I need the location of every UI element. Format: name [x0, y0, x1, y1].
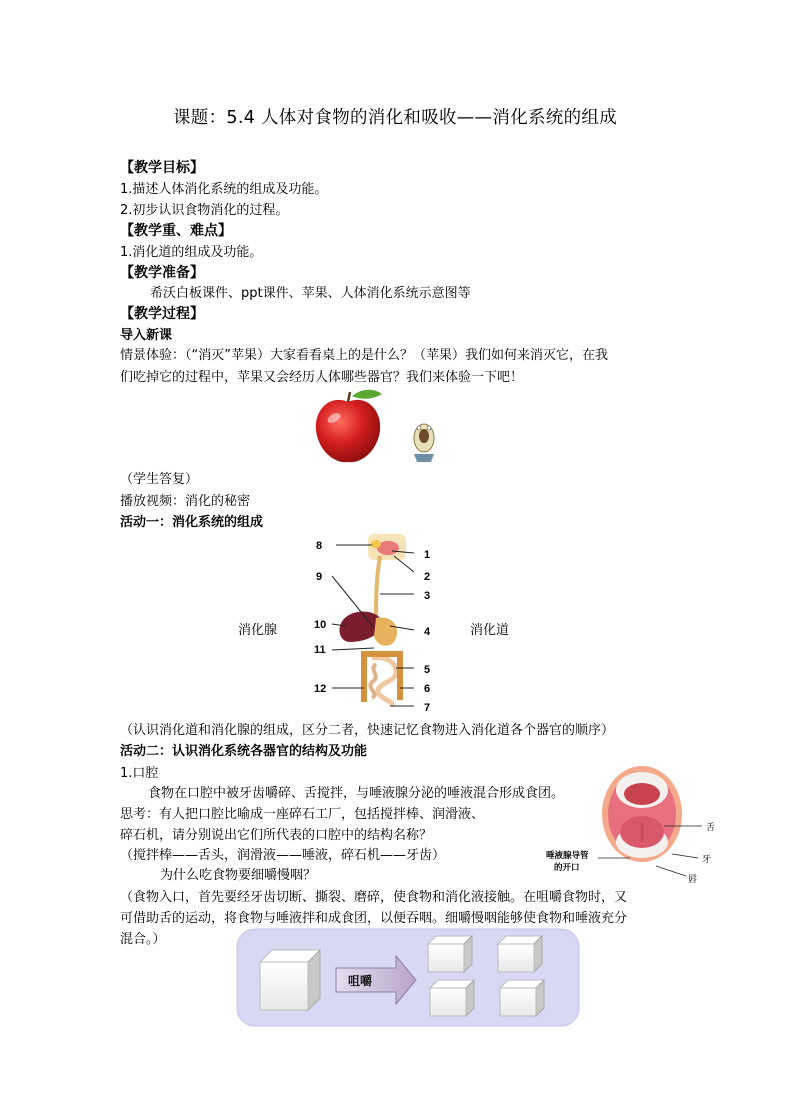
- gland-label-line1: 唾液腺导管: [546, 850, 589, 860]
- mouth-line: （搅拌棒——舌头，润滑液——唾液，碎石机——牙齿）: [120, 848, 446, 863]
- preparation-heading: 【教学准备】: [120, 265, 204, 281]
- objective-item: 1.描述人体消化系统的组成及功能。: [120, 182, 328, 197]
- digestive-gland-label: 消化腺: [238, 623, 278, 638]
- label-6: 6: [424, 683, 431, 695]
- label-2: 2: [424, 571, 431, 583]
- label-12: 12: [314, 683, 327, 695]
- lip-label: 唇: [688, 874, 698, 884]
- digestive-tract-label: 消化道: [470, 623, 510, 638]
- large-cube: [260, 950, 320, 1010]
- activity1-heading: 活动一：消化系统的组成: [120, 515, 264, 530]
- label-10: 10: [314, 619, 327, 631]
- mouth-line: 可借助舌的运动，将食物与唾液拌和成食团，以便吞咽。细嚼慢咽能够使食物和唾液充分: [120, 911, 628, 926]
- preparation-text: 希沃白板课件、ppt课件、苹果、人体消化系统示意图等: [150, 286, 471, 301]
- small-cube: [430, 980, 474, 1016]
- small-cube: [498, 936, 542, 972]
- label-8: 8: [316, 540, 323, 552]
- label-3: 3: [424, 590, 431, 602]
- face-icon: [414, 424, 434, 462]
- mouth-line: 食物在口腔中被牙齿嚼碎、舌搅拌，与唾液腺分泌的唾液混合形成食团。: [148, 786, 565, 801]
- activity1-note: （认识消化道和消化腺的组成，区分二者，快速记忆食物进入消化道各个器官的顺序）: [120, 723, 615, 738]
- digestive-system-diagram: [310, 530, 440, 718]
- tongue-label: 舌: [706, 822, 716, 832]
- label-5: 5: [424, 664, 431, 676]
- intro-heading: 导入新课: [120, 328, 173, 343]
- chew-label: 咀嚼: [348, 974, 373, 988]
- label-4: 4: [424, 626, 431, 638]
- mouth-line: 混合。）: [120, 932, 166, 947]
- mouth-line: （食物入口，首先要经牙齿切断、撕裂、磨碎，使食物和消化液接触。在咀嚼食物时，又: [120, 890, 628, 905]
- key-point-item: 1.消化道的组成及功能。: [120, 245, 263, 260]
- chewing-diagram: [236, 928, 580, 1028]
- mouth-line: 为什么吃食物要细嚼慢咽？: [160, 868, 317, 883]
- apple-illustration: [308, 388, 448, 468]
- process-heading: 【教学过程】: [120, 306, 204, 322]
- mouth-diagram: [540, 762, 730, 886]
- label-11: 11: [314, 644, 326, 656]
- page-title: 课题：5.4 人体对食物的消化和吸收——消化系统的组成: [173, 108, 617, 128]
- tooth-label: 牙: [702, 854, 712, 864]
- intro-line: 们吃掉它的过程中，苹果又会经历人体哪些器官？我们来体验一下吧！: [120, 370, 524, 385]
- student-answer: （学生答复）: [120, 472, 199, 487]
- gland-label-line2: 的开口: [554, 862, 580, 872]
- small-cube: [428, 936, 472, 972]
- mouth-line: 思考：有人把口腔比喻成一座碎石工厂，包括搅拌棒、润滑液、: [120, 807, 485, 822]
- intro-line: 情景体验：（“消灭”苹果）大家看看桌上的是什么？（苹果）我们如何来消灭它，在我: [120, 348, 608, 363]
- video-line: 播放视频：消化的秘密: [120, 494, 251, 509]
- objective-item: 2.初步认识食物消化的过程。: [120, 203, 289, 218]
- objectives-heading: 【教学目标】: [120, 160, 204, 176]
- label-9: 9: [316, 571, 323, 583]
- label-7: 7: [424, 702, 431, 714]
- small-cube: [500, 980, 544, 1016]
- label-1: 1: [424, 549, 431, 561]
- mouth-heading: 1.口腔: [120, 766, 159, 781]
- key-points-heading: 【教学重、难点】: [120, 223, 232, 239]
- mouth-line: 碎石机，请分别说出它们所代表的口腔中的结构名称？: [120, 828, 433, 843]
- activity2-heading: 活动二：认识消化系统各器官的结构及功能: [120, 744, 368, 759]
